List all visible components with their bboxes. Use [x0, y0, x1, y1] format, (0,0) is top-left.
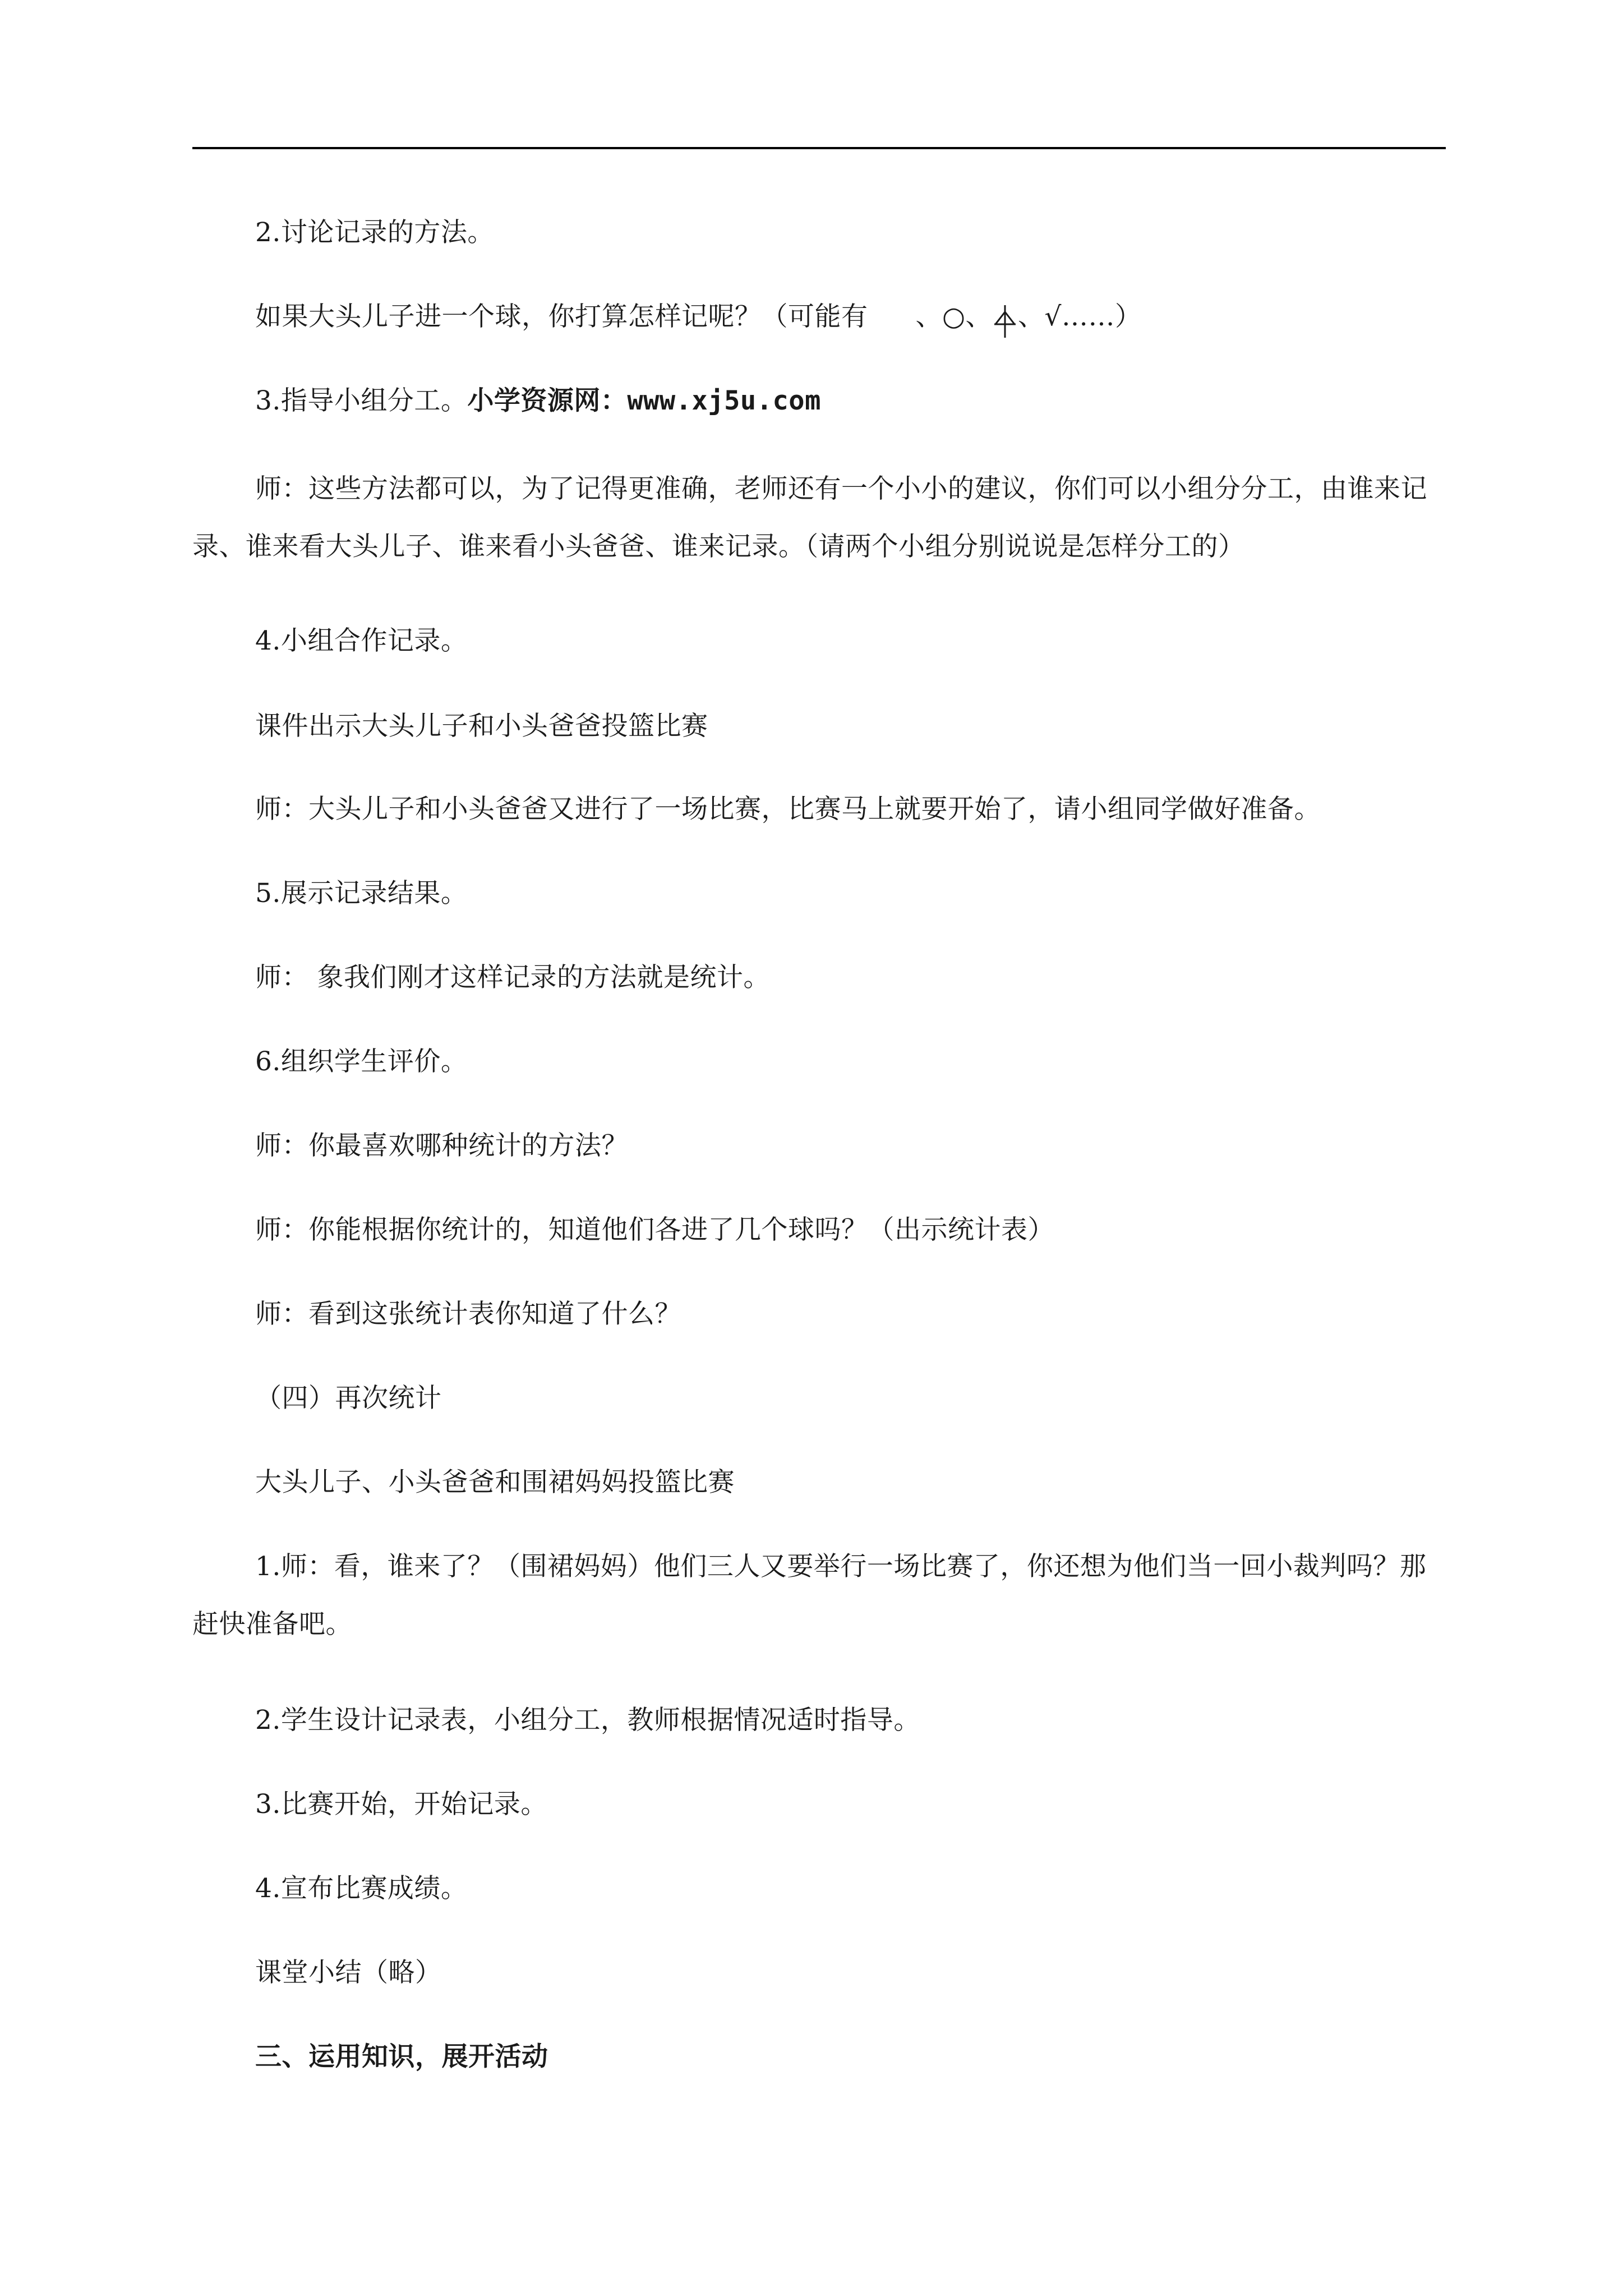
flag-tally-icon	[992, 304, 1018, 338]
paragraph-discuss-method: 2.讨论记录的方法。	[255, 217, 494, 248]
paragraph-group-record: 4.小组合作记录。	[255, 625, 468, 656]
paragraph-teacher-ready: 师：大头儿子和小头爸爸又进行了一场比赛，比赛马上就要开始了，请小组同学做好准备。	[255, 794, 1321, 825]
paragraph-three-person-match: 大头儿子、小头爸爸和围裙妈妈投篮比赛	[255, 1467, 735, 1498]
group-division-text: 3.指导小组分工。	[255, 385, 468, 416]
paragraph-student-evaluation: 6.组织学生评价。	[255, 1046, 468, 1077]
section-heading-four: （四）再次统计	[255, 1383, 442, 1414]
paragraph-announce-results: 4.宣布比赛成绩。	[255, 1873, 468, 1904]
paragraph-show-results: 5.展示记录结果。	[255, 878, 468, 909]
paragraph-teacher-statistics: 师： 象我们刚才这样记录的方法就是统计。	[255, 962, 770, 993]
paragraph-teacher-referee: 1.师：看，谁来了？（围裙妈妈）他们三人又要举行一场比赛了，你还想为他们当一回小裁判吗？那赶快准备吧。	[192, 1551, 1427, 1640]
question-text: 如果大头儿子进一个球，你打算怎样记呢？（可能有	[255, 301, 868, 332]
paragraph-recording-question	[255, 300, 1141, 338]
paragraph-teacher-table: 师：看到这张统计表你知道了什么？	[255, 1299, 681, 1329]
site-watermark-text: 小学资源网：www.xj5u.com	[467, 385, 821, 416]
header-rule	[192, 147, 1446, 149]
paragraph-class-summary: 课堂小结（略）	[255, 1957, 442, 1988]
symbol-list-circle: 、○、	[915, 301, 993, 332]
section-heading-three: 三、运用知识，展开活动	[255, 2041, 548, 2072]
symbol-list-check: 、√……）	[1018, 301, 1142, 332]
paragraph-group-division	[255, 384, 821, 418]
paragraph-teacher-count: 师：你能根据你统计的，知道他们各进了几个球吗？（出示统计表）	[255, 1214, 1054, 1245]
paragraph-design-table: 2.学生设计记录表，小组分工，教师根据情况适时指导。	[255, 1705, 920, 1736]
paragraph-teacher-suggestion: 师：这些方法都可以，为了记得更准确，老师还有一个小小的建议，你们可以小组分分工，由谁来记录、谁来看大头儿子、谁来看小头爸爸、谁来记录。（请两个小组分别说说是怎样分工的）	[192, 473, 1427, 562]
paragraph-teacher-favorite: 师：你最喜欢哪种统计的方法？	[255, 1130, 628, 1161]
paragraph-courseware-match: 课件出示大头儿子和小头爸爸投篮比赛	[255, 711, 708, 742]
paragraph-match-start: 3.比赛开始，开始记录。	[255, 1789, 547, 1820]
